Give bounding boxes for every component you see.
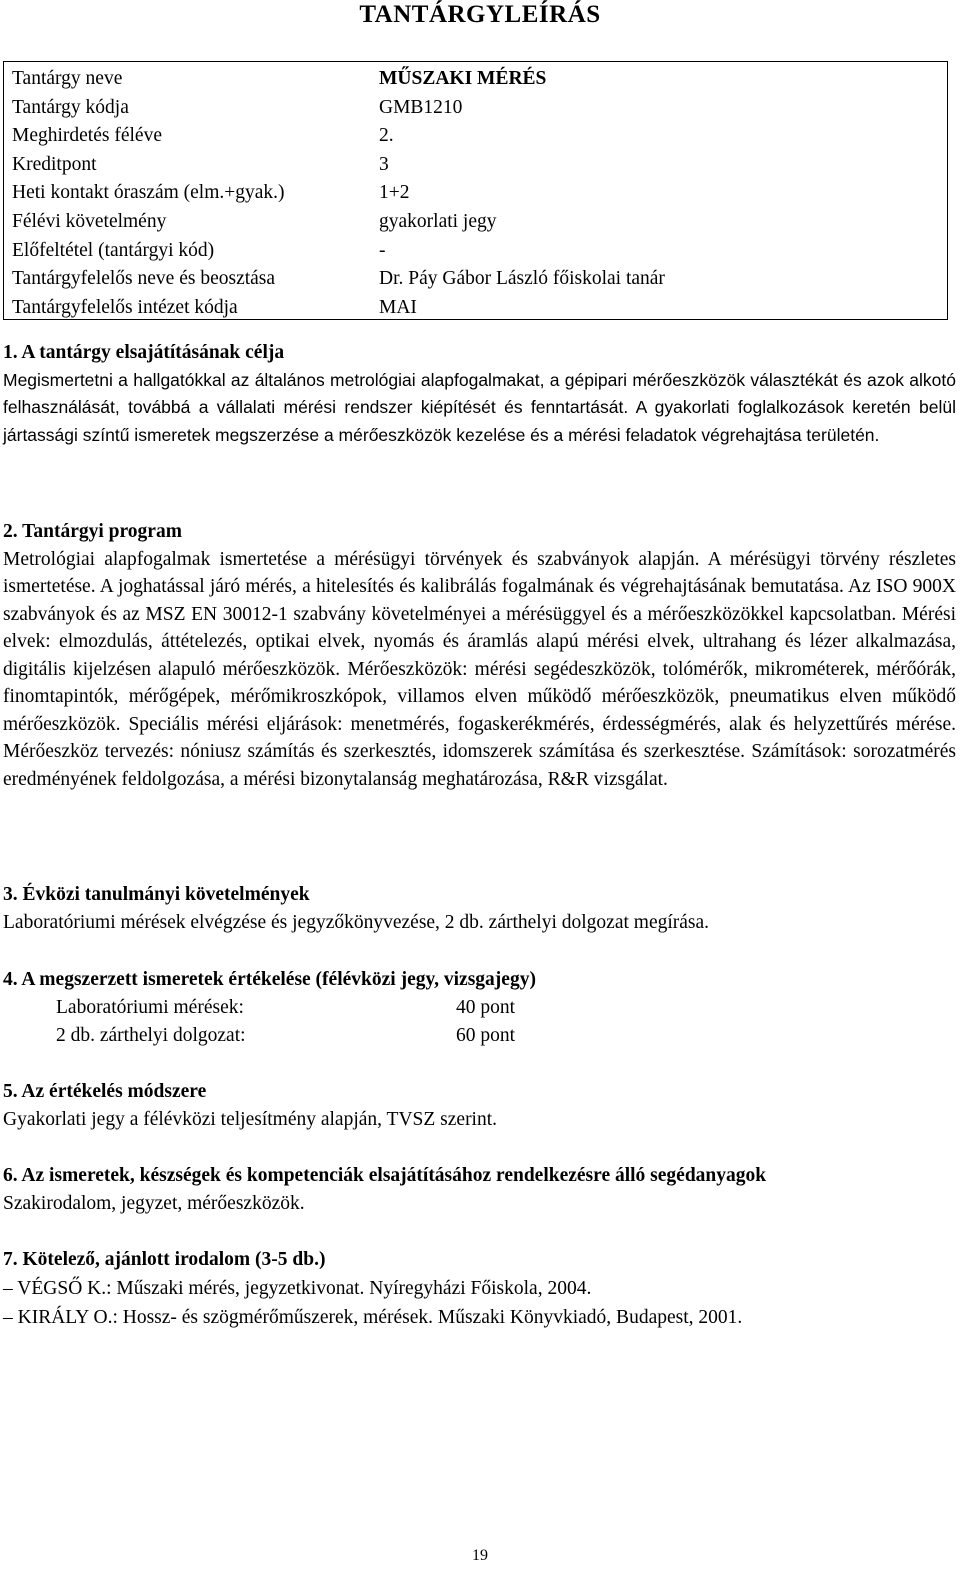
semester-label: Meghirdetés féléve: [12, 125, 162, 147]
table-row: [4, 265, 947, 294]
section-requirements: [3, 881, 956, 936]
credit-label: Kreditpont: [12, 153, 97, 175]
section-heading: 6. Az ismeretek, készségek és kompetenciák elsajátításához rendelkezésre álló segédanyagok: [3, 1165, 767, 1186]
section-literature: [3, 1246, 956, 1332]
grade-value: 40 pont: [456, 996, 516, 1018]
section-body: Megismertetni a hallgatókkal az általános metrológiai alapfogalmakat, a gépipari mérőeszközök választékát és azok alkotó felhasználását, továbbá a vállalati mérési rendszer kiépítését és fenntartását. A gyakorlati foglalkozások keretén belül jártassági színtű ismeretek megszerzése a mérőeszközök kezelése és a mérési feladatok végrehajtása területén.: [3, 369, 956, 445]
prerequisite-label: Előfeltétel (tantárgyi kód): [12, 239, 215, 261]
section-heading: 4. A megszerzett ismeretek értékelése (félévközi jegy, vizsgajegy): [3, 969, 536, 990]
grade-label: Laboratóriumi mérések:: [56, 996, 244, 1018]
section-body: Laboratóriumi mérések elvégzése és jegyzőkönyvezése, 2 db. zárthelyi dolgozat megírása.: [3, 911, 710, 933]
institute-code-value: MAI: [379, 296, 417, 318]
table-row: [4, 65, 947, 94]
section-goal: [3, 339, 956, 449]
section-program: [3, 518, 956, 793]
requirement-value: gyakorlati jegy: [379, 210, 497, 232]
grade-row: [3, 1022, 956, 1050]
course-info-table: [3, 61, 948, 320]
responsible-label: Tantárgyfelelős neve és beosztása: [12, 268, 276, 290]
literature-item: – VÉGSŐ K.: Műszaki mérés, jegyzetkivonat. Nyíregyházi Főiskola, 2004.: [3, 1277, 592, 1299]
section-body: Szakirodalom, jegyzet, mérőeszközök.: [3, 1192, 305, 1214]
responsible-value: Dr. Páy Gábor László főiskolai tanár: [379, 268, 665, 290]
grade-label: 2 db. zárthelyi dolgozat:: [56, 1024, 246, 1046]
literature-item: – KIRÁLY O.: Hossz- és szögmérőműszerek, mérések. Műszaki Könyvkiadó, Budapest, 2001.: [3, 1306, 743, 1328]
credit-value: 3: [379, 153, 389, 175]
course-name-label: Tantárgy neve: [12, 68, 123, 89]
table-row: [4, 208, 947, 237]
section-heading: 1. A tantárgy elsajátításának célja: [3, 342, 285, 363]
section-materials: [3, 1162, 956, 1217]
document-title: TANTÁRGYLEÍRÁS: [359, 1, 601, 28]
table-row: [4, 294, 947, 323]
section-heading: 3. Évközi tanulmányi követelmények: [3, 884, 310, 905]
semester-value: 2.: [379, 125, 394, 147]
course-code-value: GMB1210: [379, 96, 463, 118]
page-number: 19: [472, 1547, 488, 1564]
grade-row: [3, 994, 956, 1022]
course-code-label: Tantárgy kódja: [12, 96, 129, 118]
table-row: [4, 122, 947, 151]
weekly-hours-value: 1+2: [379, 182, 410, 204]
institute-code-label: Tantárgyfelelős intézet kódja: [12, 296, 238, 318]
requirement-label: Félévi követelmény: [12, 210, 167, 232]
table-row: [4, 237, 947, 266]
course-name-value: MŰSZAKI MÉRÉS: [379, 68, 547, 89]
table-row: [4, 151, 947, 180]
section-heading: 2. Tantárgyi program: [3, 521, 182, 542]
weekly-hours-label: Heti kontakt óraszám (elm.+gyak.): [12, 182, 285, 204]
section-body: Gyakorlati jegy a félévközi teljesítmény alapján, TVSZ szerint.: [3, 1108, 498, 1130]
section-method: [3, 1078, 956, 1133]
grade-value: 60 pont: [456, 1024, 516, 1046]
section-heading: 7. Kötelező, ajánlott irodalom (3-5 db.): [3, 1249, 326, 1270]
prerequisite-value: -: [379, 239, 386, 261]
table-row: [4, 94, 947, 123]
section-body: Metrológiai alapfogalmak ismertetése a mérésügyi törvények és szabványok alapján. A mérésügyi törvény részletes ismertetése. A joghatással járó mérés, a hitelesítés és kalibrálás fogalmának és végrehajtásának bemutatása. Az ISO 900X szabványok és az MSZ EN 30012-1 szabvány követelményei a mérésüggyel és a mérőeszközökkel kapcsolatban. Mérési elvek: elmozdulás, áttételezés, optikai elvek, nyomás és áramlás alapú mérési elvek, ultrahang és lézer alkalmazása, digitális kijelzésen alapuló mérőeszközök. Mérőeszközök: mérési segédeszközök, tolómérők, mikrométerek, mérőórák, finomtapintók, mérőgépek, mérőmikroszkópok, villamos elven működő mérőeszközök, pneumatikus elven működő mérőeszközök. Speciális mérési eljárások: menetmérés, fogaskerékmérés, érdességmérés, alak és helyzettűrés mérése. Mérőeszköz tervezés: nóniusz számítás és szerkesztés, idomszerek számítása és szerkesztése. Számítások: sorozatmérés eredményének feldolgozása, a mérési bizonytalanság meghatározása, R&R vizsgálat.: [3, 548, 956, 790]
section-evaluation: [3, 966, 956, 1050]
section-heading: 5. Az értékelés módszere: [3, 1081, 207, 1102]
table-row: [4, 179, 947, 208]
